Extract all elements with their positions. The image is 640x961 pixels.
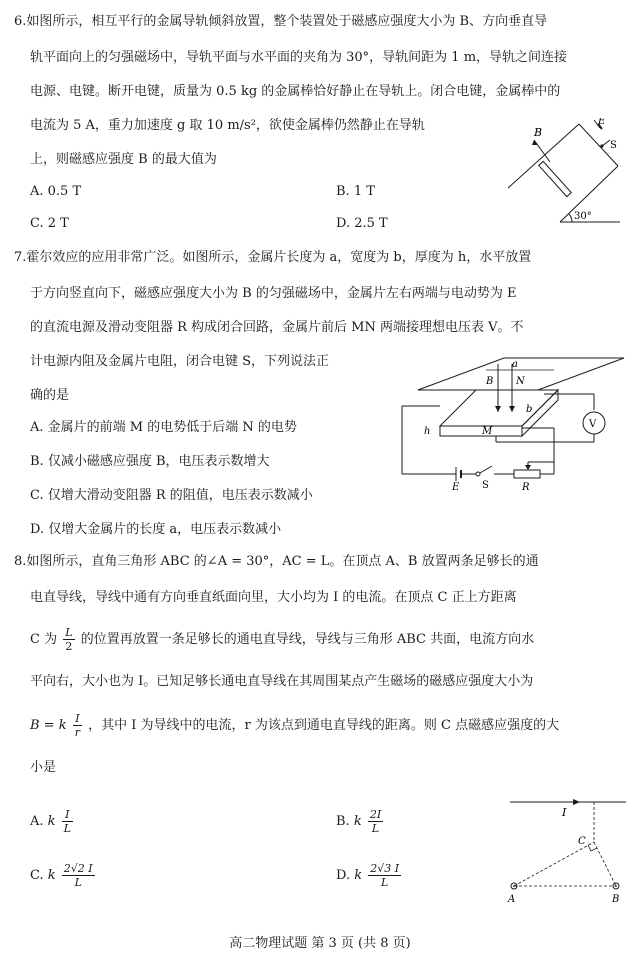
- q7-label-v: V: [589, 419, 597, 430]
- q7-label-e: E: [452, 482, 460, 490]
- q8-line-4: 平向右，大小也为 I。已知足够长通电直导线在其周围某点产生磁场的磁感应强度大小为: [30, 674, 534, 689]
- q8-label-c: C: [578, 836, 586, 847]
- q8-option-a: [30, 808, 75, 835]
- q7-label-r: R: [522, 482, 530, 490]
- q6-label-angle: 30°: [574, 211, 592, 222]
- q8-line-3-post: 的位置再放置一条足够长的通电直导线，导线与三角形 ABC 共面，电流方向水: [80, 632, 535, 647]
- q8-option-c-frac: [62, 862, 95, 889]
- q7-figure: [398, 350, 628, 490]
- q8-option-c-den: L: [74, 876, 82, 889]
- q7-b-arrow-head-1: [495, 406, 501, 412]
- q6-angle-arc: [569, 214, 572, 222]
- q7-line-2: 于方向竖直向下，磁感应强度大小为 B 的匀强磁场中，金属片左右两端与电动势为 E: [30, 286, 517, 301]
- q6-figure: [494, 118, 624, 228]
- q8-line-1: 8.如图所示，直角三角形 ABC 的∠A = 30°，AC = L。在顶点 A、B 放置两条足够长的通: [14, 554, 539, 569]
- q8-option-b-num: 2I: [369, 808, 382, 821]
- q7-option-d: D. 仅增大金属片的长度 a，电压表示数减小: [30, 522, 282, 537]
- q6-option-c: C. 2 T: [30, 216, 69, 231]
- q8-option-c: [30, 862, 97, 889]
- q7-label-h: h: [424, 426, 431, 437]
- q7-slider-head: [525, 465, 531, 470]
- q8-option-d: [336, 862, 403, 889]
- q8-option-a-num: I: [62, 808, 73, 822]
- q6-option-b: B. 1 T: [336, 184, 375, 199]
- q7-option-a: A. 金属片的前端 M 的电势低于后端 N 的电势: [30, 420, 297, 435]
- q6-rail-upper: [508, 124, 579, 188]
- q7-rheostat: [514, 470, 540, 478]
- q6-option-a: A. 0.5 T: [30, 184, 82, 199]
- q8-wire-b-dot: [615, 885, 617, 887]
- q7-metal-front: [440, 426, 522, 436]
- q8-line-5-pre: B = k: [30, 718, 67, 733]
- q7-label-b: B: [486, 376, 494, 387]
- q6-line-3: 电源、电键。断开电键，质量为 0.5 kg 的金属棒恰好静止在导轨上。闭合电键，金属棒中的: [30, 84, 561, 99]
- q7-b-arrow-head-2: [509, 406, 515, 412]
- q8-line-6: 小是: [30, 760, 57, 775]
- q8-option-d-num: 2√3 I: [370, 862, 400, 875]
- q8-fraction-l-over-2: [63, 626, 74, 653]
- q8-right-angle-mark: [588, 845, 597, 851]
- q8-figure: [500, 792, 640, 932]
- q6-label-s: S: [610, 140, 617, 151]
- q8-label-b: B: [612, 894, 620, 905]
- q8-option-a-den: L: [63, 822, 72, 835]
- q6-line-2: 轨平面向上的匀强磁场中，导轨平面与水平面的夹角为 30°，导轨间距为 1 m，导轨之间连接: [30, 50, 568, 65]
- q8-label-a: A: [508, 894, 516, 905]
- page-footer: 高二物理试题 第 3 页 (共 8 页): [229, 936, 411, 951]
- q8-line-3-pre: C 为: [30, 632, 58, 647]
- q7-switch-lever: [480, 466, 492, 473]
- q6-label-b: B: [534, 126, 543, 139]
- q8-line-2: 电直导线，导线中通有方向垂直纸面向里，大小均为 I 的电流。在顶点 C 正上方距离: [30, 590, 517, 605]
- q8-line-5: [30, 712, 559, 739]
- q8-wire-a-dot: [513, 885, 515, 887]
- q8-label-i: I: [562, 806, 567, 819]
- q8-side-ac: [514, 842, 594, 886]
- q8-option-d-frac: [368, 862, 401, 889]
- q7-line-1: 7.霍尔效应的应用非常广泛。如图所示，金属片长度为 a，宽度为 b，厚度为 h，水平放置: [14, 250, 532, 265]
- q6-line-1: 6.如图所示，相互平行的金属导轨倾斜放置，整个装置处于磁感应强度大小为 B、方向垂直导: [14, 14, 548, 29]
- q8-option-b-letter: B.: [336, 814, 350, 829]
- q8-option-c-num: 2√2 I: [63, 862, 93, 875]
- q8-option-b-den: L: [371, 822, 380, 835]
- q8-line-3: [30, 626, 534, 653]
- q6-switch-lever: [602, 140, 610, 146]
- q7-switch-dot: [476, 472, 480, 476]
- q8-side-cb: [594, 842, 616, 886]
- q7-label-a: a: [512, 359, 518, 370]
- q8-option-d-den: L: [381, 876, 389, 889]
- q6-label-e: E: [598, 118, 606, 127]
- q8-option-a-frac: [62, 808, 73, 835]
- q8-option-c-letter: C.: [30, 868, 44, 883]
- q8-frac-num: L: [65, 626, 73, 639]
- q7-label-s: S: [482, 480, 489, 490]
- q8-option-a-letter: A.: [30, 814, 44, 829]
- q8-frac-num-i: I: [73, 712, 82, 726]
- q8-option-d-k: k: [354, 868, 363, 883]
- q8-frac-den-r: r: [74, 726, 80, 739]
- q7-option-b: B. 仅减小磁感应强度 B，电压表示数增大: [30, 454, 270, 469]
- q8-fraction-i-over-r: [73, 712, 82, 739]
- q8-frac-den: 2: [65, 640, 73, 653]
- q8-line-5-post: ，其中 I 为导线中的电流，r 为该点到通电直导线的距离。则 C 点磁感应强度的大: [88, 718, 560, 733]
- q8-current-arrow: [573, 799, 580, 805]
- q6-option-d: D. 2.5 T: [336, 216, 388, 231]
- q8-option-b: [336, 808, 385, 835]
- q8-option-c-k: k: [47, 868, 56, 883]
- q6-metal-rod: [539, 161, 572, 196]
- q7-option-c: C. 仅增大滑动变阻器 R 的阻值，电压表示数减小: [30, 488, 313, 503]
- q7-line-4: 计电源内阻及金属片电阻，闭合电键 S，下列说法正: [30, 354, 330, 369]
- q6-line-4: 电流为 5 A，重力加速度 g 取 10 m/s²，欲使金属棒仍然静止在导轨: [30, 118, 425, 133]
- q8-option-b-k: k: [353, 814, 362, 829]
- q7-label-b-width: b: [526, 404, 533, 415]
- q8-option-d-letter: D.: [336, 868, 351, 883]
- q6-line-5: 上，则磁感应强度 B 的最大值为: [30, 152, 217, 167]
- q7-label-n: N: [516, 376, 525, 387]
- q7-label-m: M: [482, 426, 493, 437]
- q8-option-b-frac: [368, 808, 383, 835]
- q7-line-5: 确的是: [30, 388, 70, 403]
- q8-option-a-k: k: [47, 814, 56, 829]
- q7-line-3: 的直流电源及滑动变阻器 R 构成闭合回路，金属片前后 MN 两端接理想电压表 V。不: [30, 320, 524, 335]
